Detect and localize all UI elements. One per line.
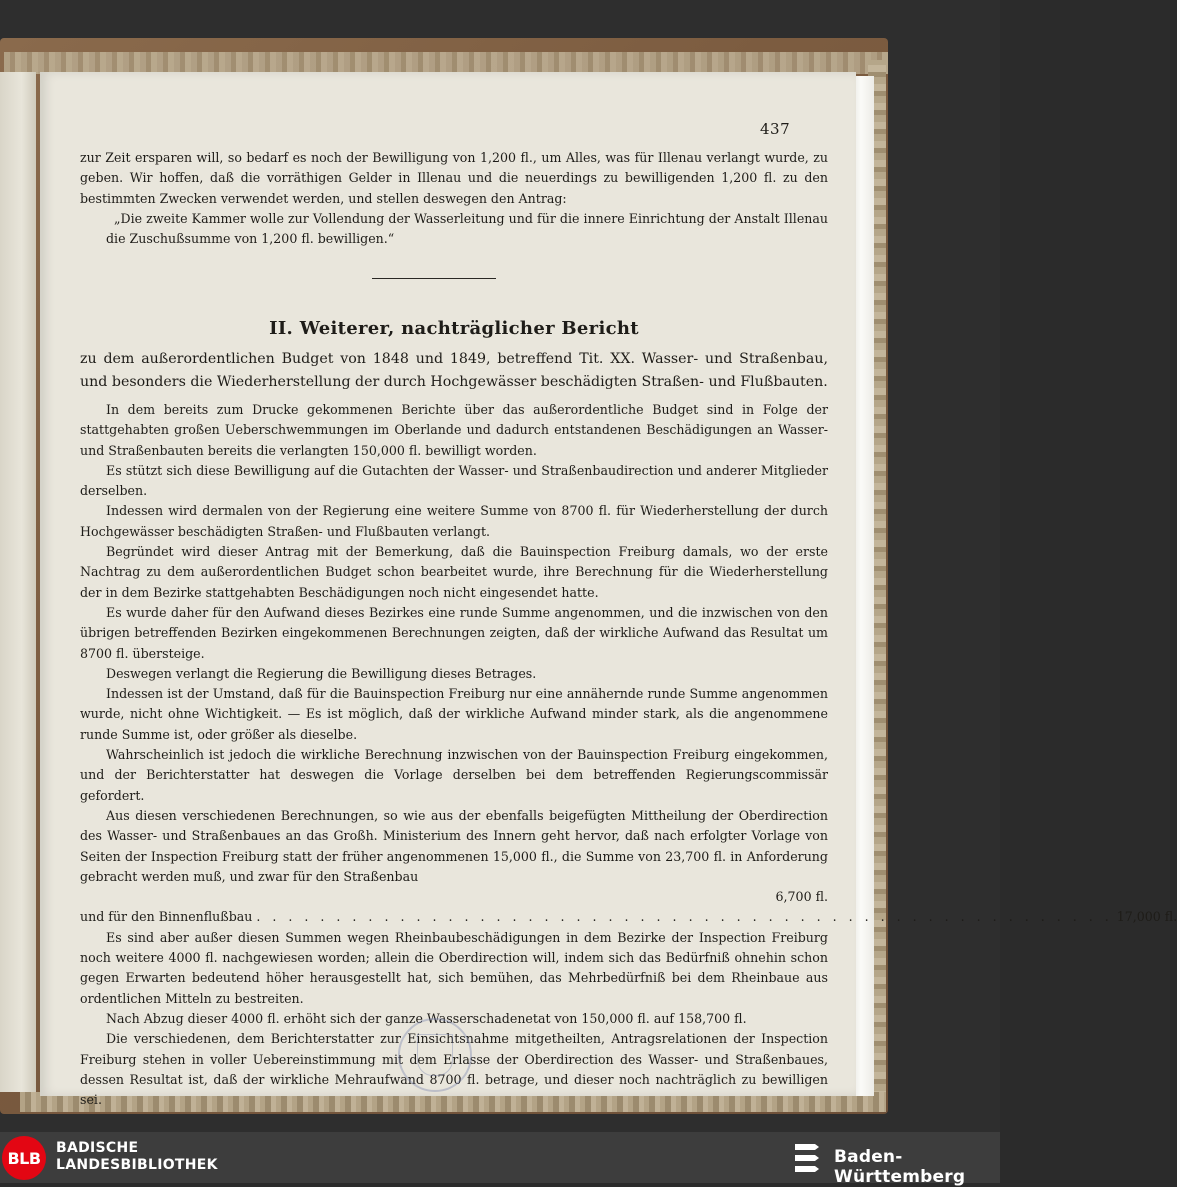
- body-paragraph: Es sind aber außer diesen Summen wegen Rheinbaubeschädigungen in dem Bezirke der Inspection Freiburg noch weitere 4000 fl. nachgewiesen worden; allein die Oberdirection will, indem sich das Bedürfniß ohnehin schon gegen Erwarten bedeutend höher herausgestellt hat, sich bemühen, das Mehrbedürfniß bei dem Rheinbaue aus ordentlichen Mitteln zu bestreiten.: [80, 929, 828, 1006]
- library-name-line1: BADISCHE: [56, 1140, 139, 1156]
- ledger-value: 17,000 fl.: [1116, 909, 1177, 925]
- state-name[interactable]: Baden-Württemberg: [834, 1147, 966, 1187]
- intro-paragraph: zur Zeit ersparen will, so bedarf es noch der Bewilligung von 1,200 fl., um Alles, was für Illenau verlangt wurde, zu geben. Wir hoffen, daß die vorräthigen Gelder in Illenau und die neuerdings zu bewilligenden 1,200 fl. zu den bestimmten Zwecken verwendet werden, und stellen deswegen den Antrag:: [80, 150, 828, 206]
- body-paragraph: Es stützt sich diese Bewilligung auf die Gutachten der Wasser- und Straßenbaudirection und anderer Mitglieder derselben.: [80, 462, 828, 499]
- page-number: 437: [760, 120, 791, 138]
- intro-block: [80, 148, 828, 249]
- body-paragraph: Nach Abzug dieser 4000 fl. erhöht sich der ganze Wasserschadenetat von 150,000 fl. auf 158,700 fl.: [106, 1010, 747, 1026]
- section-heading: [80, 318, 828, 339]
- section-subheading: zu dem außerordentlichen Budget von 1848 und 1849, betreffend Tit. XX. Wasser- und Straßenbau, und besonders die Wiederherstellung der durch Hochgewässer beschädigten Straßen- und Flußbauten.: [80, 351, 828, 390]
- ledger-label: und für den Binnenflußbau: [80, 909, 253, 925]
- ledger-value: 6,700 fl.: [775, 889, 828, 905]
- body-paragraph: Aus diesen verschiedenen Berechnungen, so wie aus der ebenfalls beigefügten Mittheilung der Oberdirection des Wasser- und Straßenbaues an das Großh. Ministerium des Innern geht hervor, daß nach erfolgter Vorlage von Seiten der Inspection Freiburg statt der früher angenommenen 15,000 fl., die Summe von 23,700 fl. in Anforderung gebracht werden muß, und zwar für den Straßenbau: [80, 807, 828, 884]
- blb-logo[interactable]: BLB: [2, 1136, 46, 1180]
- library-name-line2: LANDESBIBLIOTHEK: [56, 1157, 218, 1173]
- body-paragraph: Indessen wird dermalen von der Regierung eine weitere Summe von 8700 fl. für Wiederherstellung der durch Hochgewässer beschädigten Straßen- und Flußbauten verlangt.: [80, 503, 828, 539]
- marbled-endpaper-top: [4, 52, 888, 74]
- coat-of-arms-icon: [417, 1034, 453, 1076]
- scanned-page: [40, 72, 1177, 1108]
- section-number: II.: [269, 318, 294, 339]
- library-name[interactable]: [56, 1140, 218, 1174]
- body-paragraph: Indessen ist der Umstand, daß für die Bauinspection Freiburg nur eine annähernde runde Summe angenommen wurde, nicht ohne Wichtigkeit. — Es ist möglich, daß der wirkliche Aufwand minder stark, als die angenommene runde Summe ist, oder größer als dieselbe.: [80, 686, 828, 742]
- body-paragraph: Die verschiedenen, dem Berichterstatter zur Einsichtsnahme mitgetheilten, Antragsrelationen der Inspection Freiburg stehen in voller Uebereinstimmung mit dem Erlasse der Oberdirection des Wasser- und Straßenbaues, dessen Resultat ist, daß der wirkliche Mehraufwand 8700 fl. betrage, und dieser noch nachträglich zu bewilligen sei.: [80, 1031, 828, 1108]
- body-paragraph: Begründet wird dieser Antrag mit der Bemerkung, daß die Bauinspection Freiburg damals, wo der erste Nachtrag zu dem außerordentlichen Budget schon bearbeitet wurde, ihre Berechnung für die Wiederherstellung der in dem Bezirke stattgehabten Beschädigungen noch nicht eingesendet hatte.: [80, 544, 828, 600]
- body-paragraph: Deswegen verlangt die Regierung die Bewilligung dieses Betrages.: [106, 665, 537, 681]
- viewer-footer: [0, 1132, 1000, 1187]
- facing-page-edge: [0, 72, 36, 1092]
- body-paragraph: In dem bereits zum Drucke gekommenen Berichte über das außerordentliche Budget sind in Folge der stattgehabten großen Ueberschwemmungen im Oberlande und dadurch entstandenen Beschädigungen an Wasser- und Straßenbauten bereits die verlangten 150,000 fl. bewilligt worden.: [80, 402, 828, 458]
- ledger-row: [80, 887, 828, 907]
- motion-quote: „Die zweite Kammer wolle zur Vollendung der Wasserleitung und für die innere Einrichtung der Anstalt Illenau die Zuschußsumme von 1,200 fl. bewilligen.“: [106, 210, 828, 247]
- section-divider: [372, 278, 496, 279]
- lions-emblem-icon: [792, 1140, 824, 1176]
- ledger-row: und für den Binnenflußbau . . . . . . . . . . . . . . . . . . . . . . . . . . . . . . . . . . . . . . . . . . . . . . . . . . . . . . 17,000 fl.: [80, 907, 828, 927]
- body-block: [80, 400, 1177, 1110]
- body-paragraph: Es wurde daher für den Aufwand dieses Bezirkes eine runde Summe angenommen, und die inzwischen von den übrigen betreffenden Bezirken eingekommenen Berechnungen zeigten, daß der wirkliche Aufwand das Resultat um 8700 fl. übersteige.: [80, 604, 828, 661]
- library-stamp: [398, 1018, 472, 1092]
- body-paragraph: Wahrscheinlich ist jedoch die wirkliche Berechnung inzwischen von der Bauinspection Freiburg eingekommen, und der Berichterstatter hat deswegen die Vorlage derselben bei dem betreffenden Regierungscommissär gefordert.: [80, 747, 828, 803]
- section-title: Weiterer, nachträglicher Bericht: [299, 318, 639, 339]
